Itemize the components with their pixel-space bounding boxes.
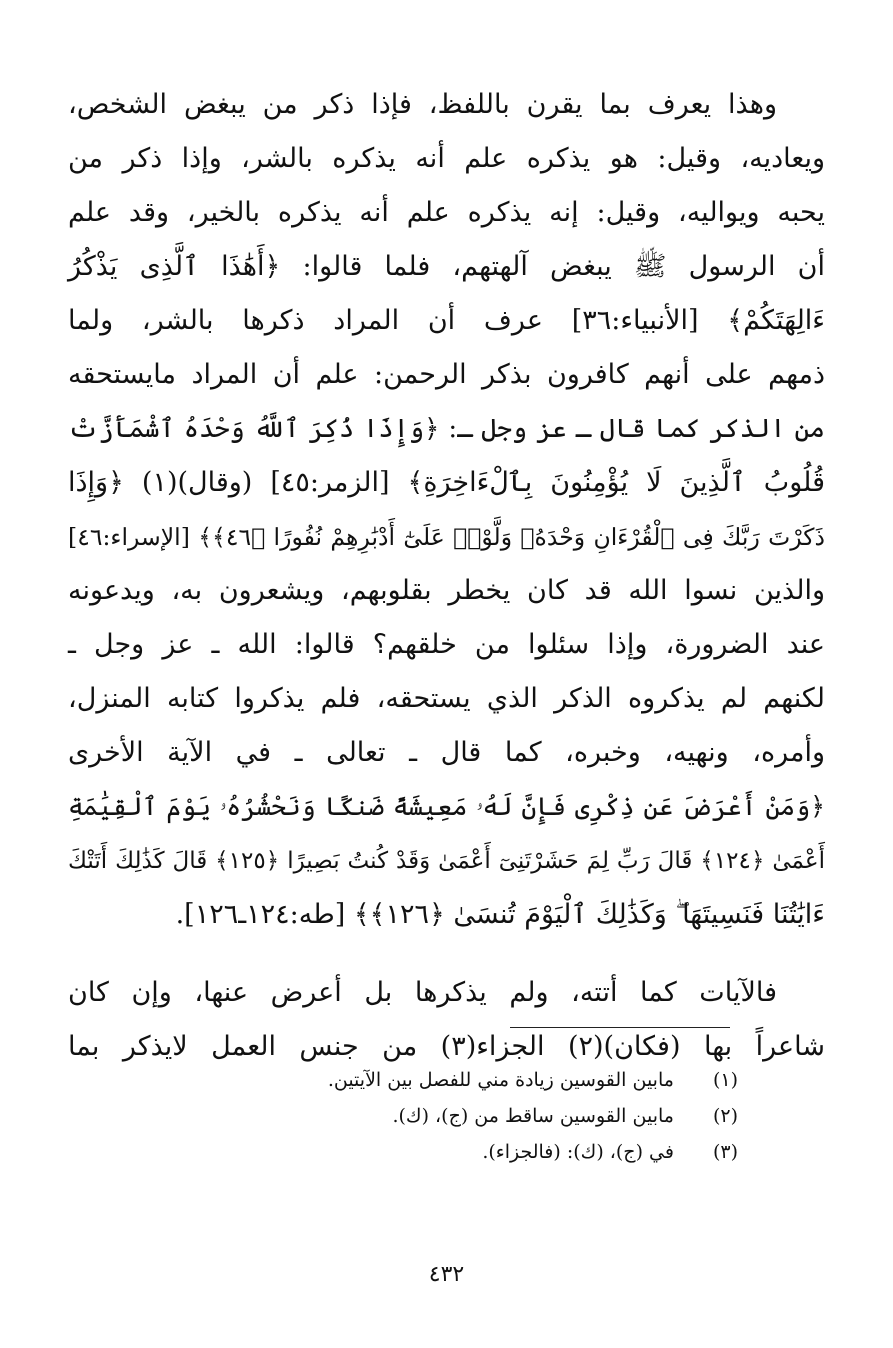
footnote-text: في (ج)، (ك): (فالجزاء). [482,1141,674,1163]
text-line: قُلُوبُ ٱلَّذِينَ لَا يُؤْمِنُونَ بِٱلْءَاخِرَةِ﴾ [الزمر:٤٥] (وقال)(١) ﴿وَإِذَا [68,467,825,498]
text-line: ﴿وَمَنْ أَعْرَضَ عَن ذِكْرِى فَإِنَّ لَهُۥ مَعِيشَةً ضَنكًا وَنَحْشُرُهُۥ يَوْمَ ٱلْقِيَٰمَةِ [68,792,825,822]
text-line: من الذكر كما قال ـ عز وجل ـ: ﴿وَإِذَا ذُكِرَ ٱللَّهُ وَحْدَهُ ٱشْمَأَزَّتْ [68,414,825,444]
footnote-text: مابين القوسين ساقط من (ج)، (ك). [392,1105,674,1127]
main-text [68,78,825,1074]
text-line: ويعاديه، وقيل: هو يذكره علم أنه يذكره بالشر، وإذا ذكر من [68,143,825,174]
paragraph-1 [68,78,825,942]
footnote-1 [138,1062,738,1098]
paragraph-2 [68,966,825,1074]
text-line: وأمره، ونهيه، وخبره، كما قال ـ تعالى ـ في الآية الأخرى [68,737,825,768]
text-line: أَعْمَىٰ ﴿١٢٤﴾ قَالَ رَبِّ لِمَ حَشَرْتَنِىٓ أَعْمَىٰ وَقَدْ كُنتُ بَصِيرًا ﴿١٢٥﴾ قَالَ كَذَٰلِكَ أَتَتْكَ [68,848,825,874]
footnote-number: (٢) [712,1105,738,1127]
text-line: ءَالِهَتَكُمْ﴾ [الأنبياء:٣٦] عرف أن المراد ذكرها بالشر، ولما [68,305,825,336]
text-line: لكنهم لم يذكروه الذكر الذي يستحقه، فلم يذكروا كتابه المنزل، [68,683,825,714]
text-line: أن الرسول ﷺ يبغض آلهتهم، فلما قالوا: ﴿أَهَٰذَا ٱلَّذِى يَذْكُرُ [68,251,825,282]
text-line: عند الضرورة، وإذا سئلوا من خلقهم؟ قالوا: الله ـ عز وجل ـ [68,629,825,660]
footnote-divider [510,1027,730,1028]
text-line: شاعراً بها (فكان)(٢) الجزاء(٣) من جنس العمل لايذكر بما [68,1031,825,1062]
text-line: فالآيات كما أتته، ولم يذكرها بل أعرض عنها، وإن كان [68,977,777,1008]
text-line: ذَكَرْتَ رَبَّكَ فِى ٱلْقُرْءَانِ وَحْدَهُۥ وَلَّوْا۟ عَلَىٰٓ أَدْبَٰرِهِمْ نُفُورًا ﴿٤٦﴾﴾ [الإسراء:٤٦] [68,523,825,551]
text-line: يحبه ويواليه، وقيل: إنه يذكره علم أنه يذكره بالخير، وقد علم [68,197,825,228]
footnote-number: (١) [712,1069,738,1091]
text-line: ذمهم على أنهم كافرون بذكر الرحمن: علم أن المراد مايستحقه [68,359,825,390]
footnote-text: مابين القوسين زيادة مني للفصل بين الآيتين. [327,1069,674,1091]
text-line: وهذا يعرف بما يقرن باللفظ، فإذا ذكر من يبغض الشخص، [68,89,777,120]
footnotes [138,1062,738,1170]
text-line: والذين نسوا الله قد كان يخطر بقلوبهم، ويشعرون به، ويدعونه [68,575,825,606]
text-line: ءَايَٰتُنَا فَنَسِيتَهَا ۖ وَكَذَٰلِكَ ٱلْيَوْمَ تُنسَىٰ ﴿١٢٦﴾﴾ [طه:١٢٤ـ١٢٦]. [175,899,825,930]
footnote-3 [138,1134,738,1170]
footnote-2 [138,1098,738,1134]
page-number: ٤٣٢ [428,1262,465,1287]
footnote-number: (٣) [712,1141,738,1163]
